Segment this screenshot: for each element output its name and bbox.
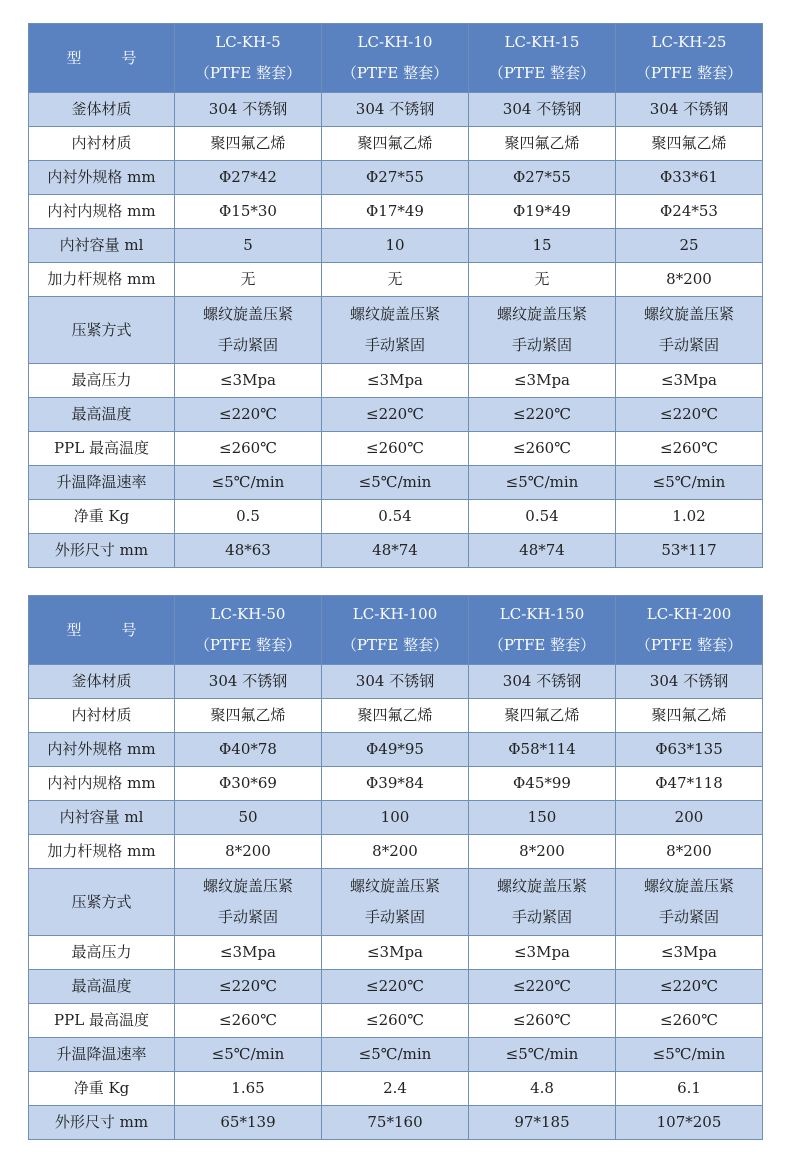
model-name: LC-KH-15 (504, 33, 580, 51)
spec-value: ≤5℃/min (322, 466, 469, 500)
spec-row (29, 1004, 763, 1038)
spec-value-cell (469, 869, 616, 936)
spec-value: 304 不锈钢 (616, 93, 763, 127)
spec-value: ≤220℃ (322, 970, 469, 1004)
spec-label: 内衬材质 (29, 699, 175, 733)
spec-value: 97*185 (469, 1106, 616, 1140)
spec-label: 最高温度 (29, 398, 175, 432)
spec-value-line1: 螺纹旋盖压紧 (643, 877, 734, 895)
spec-value-line1: 螺纹旋盖压紧 (496, 305, 587, 323)
spec-value: 15 (469, 229, 616, 263)
spec-table-1 (28, 23, 763, 568)
spec-value: 聚四氟乙烯 (322, 127, 469, 161)
model-label-b: 号 (121, 49, 137, 67)
spec-value: ≤5℃/min (469, 466, 616, 500)
spec-row (29, 127, 763, 161)
spec-value: 304 不锈钢 (175, 93, 322, 127)
spec-value: ≤220℃ (322, 398, 469, 432)
spec-row (29, 534, 763, 568)
spec-value: Φ39*84 (322, 767, 469, 801)
spec-value: ≤5℃/min (322, 1038, 469, 1072)
spec-label: 升温降温速率 (29, 1038, 175, 1072)
spec-value: Φ30*69 (175, 767, 322, 801)
model-name: LC-KH-50 (210, 605, 286, 623)
spec-label: 内衬容量 ml (29, 801, 175, 835)
spec-value: Φ24*53 (616, 195, 763, 229)
spec-row (29, 466, 763, 500)
spec-value: ≤5℃/min (175, 1038, 322, 1072)
spec-value-line2: 手动紧固 (658, 336, 719, 354)
spec-row (29, 699, 763, 733)
spec-value-line1: 螺纹旋盖压紧 (202, 877, 293, 895)
model-note: （PTFE 整套） (488, 64, 596, 82)
spec-value-line1: 螺纹旋盖压紧 (202, 305, 293, 323)
spec-value: 304 不锈钢 (616, 665, 763, 699)
spec-value: ≤260℃ (322, 1004, 469, 1038)
spec-value: 304 不锈钢 (322, 665, 469, 699)
spec-value: ≤260℃ (175, 1004, 322, 1038)
spec-value: ≤3Mpa (616, 936, 763, 970)
spec-label: 压紧方式 (29, 869, 175, 936)
spec-row (29, 936, 763, 970)
spec-value: ≤260℃ (175, 432, 322, 466)
spec-value: 53*117 (616, 534, 763, 568)
spec-value: 聚四氟乙烯 (616, 127, 763, 161)
model-note: （PTFE 整套） (635, 636, 743, 654)
spec-value: 10 (322, 229, 469, 263)
spec-value: Φ27*55 (322, 161, 469, 195)
spec-label: 升温降温速率 (29, 466, 175, 500)
spec-value-cell (616, 869, 763, 936)
spec-value: ≤260℃ (616, 432, 763, 466)
spec-value-line2: 手动紧固 (364, 336, 425, 354)
model-note: （PTFE 整套） (488, 636, 596, 654)
spec-value: 聚四氟乙烯 (616, 699, 763, 733)
model-header-cell (175, 596, 322, 665)
spec-label: 最高温度 (29, 970, 175, 1004)
spec-value: ≤3Mpa (616, 364, 763, 398)
model-name: LC-KH-5 (215, 33, 281, 51)
spec-row (29, 161, 763, 195)
spec-value: ≤220℃ (616, 398, 763, 432)
spec-value: 8*200 (616, 835, 763, 869)
spec-value: 150 (469, 801, 616, 835)
spec-value: ≤3Mpa (469, 936, 616, 970)
spec-value: Φ47*118 (616, 767, 763, 801)
spec-value: 聚四氟乙烯 (322, 699, 469, 733)
spec-value: 8*200 (469, 835, 616, 869)
spec-row (29, 229, 763, 263)
spec-label: 内衬内规格 mm (29, 767, 175, 801)
model-header-cell (322, 596, 469, 665)
spec-row (29, 767, 763, 801)
spec-value: Φ19*49 (469, 195, 616, 229)
spec-value: 48*63 (175, 534, 322, 568)
spec-value: Φ33*61 (616, 161, 763, 195)
spec-value: 304 不锈钢 (322, 93, 469, 127)
spec-value-cell (469, 297, 616, 364)
spec-row (29, 801, 763, 835)
spec-value: 1.65 (175, 1072, 322, 1106)
spec-row (29, 1038, 763, 1072)
model-name: LC-KH-10 (357, 33, 433, 51)
spec-value: ≤5℃/min (469, 1038, 616, 1072)
spec-value: ≤260℃ (322, 432, 469, 466)
spec-value: 25 (616, 229, 763, 263)
spec-label: 净重 Kg (29, 1072, 175, 1106)
spec-value: Φ15*30 (175, 195, 322, 229)
spec-value: 304 不锈钢 (175, 665, 322, 699)
model-label-cell (29, 24, 175, 93)
spec-value-line1: 螺纹旋盖压紧 (643, 305, 734, 323)
spec-table-2 (28, 595, 763, 1140)
spec-value-line2: 手动紧固 (658, 908, 719, 926)
spec-value: Φ58*114 (469, 733, 616, 767)
spec-value: 1.02 (616, 500, 763, 534)
spec-value: 100 (322, 801, 469, 835)
spec-label: 内衬外规格 mm (29, 733, 175, 767)
model-note: （PTFE 整套） (341, 64, 449, 82)
spec-value: 65*139 (175, 1106, 322, 1140)
spec-value: 聚四氟乙烯 (469, 127, 616, 161)
spec-value: ≤220℃ (469, 398, 616, 432)
spec-value: ≤220℃ (469, 970, 616, 1004)
spec-value: 无 (175, 263, 322, 297)
spec-value: 107*205 (616, 1106, 763, 1140)
spec-label: 釜体材质 (29, 665, 175, 699)
spec-value-line2: 手动紧固 (364, 908, 425, 926)
spec-label: 内衬材质 (29, 127, 175, 161)
spec-value: ≤5℃/min (616, 1038, 763, 1072)
model-header-cell (616, 596, 763, 665)
spec-label: 外形尺寸 mm (29, 1106, 175, 1140)
spec-value: ≤260℃ (469, 1004, 616, 1038)
spec-value: 6.1 (616, 1072, 763, 1106)
spec-value: 2.4 (322, 1072, 469, 1106)
spec-row (29, 297, 763, 364)
spec-value: ≤260℃ (616, 1004, 763, 1038)
spec-value: ≤220℃ (175, 398, 322, 432)
spec-value: ≤3Mpa (175, 364, 322, 398)
spec-value: 304 不锈钢 (469, 93, 616, 127)
header-row (29, 596, 763, 665)
model-header-cell (469, 596, 616, 665)
spec-value: 75*160 (322, 1106, 469, 1140)
spec-row (29, 398, 763, 432)
spec-label: 最高压力 (29, 936, 175, 970)
spec-value: Φ45*99 (469, 767, 616, 801)
spec-value-line2: 手动紧固 (511, 908, 572, 926)
spec-value-line1: 螺纹旋盖压紧 (349, 305, 440, 323)
model-note: （PTFE 整套） (635, 64, 743, 82)
spec-row (29, 665, 763, 699)
spec-value-line2: 手动紧固 (217, 908, 278, 926)
spec-label: 内衬容量 ml (29, 229, 175, 263)
spec-label: PPL 最高温度 (29, 1004, 175, 1038)
spec-value: 200 (616, 801, 763, 835)
spec-value: Φ63*135 (616, 733, 763, 767)
spec-value: ≤260℃ (469, 432, 616, 466)
model-header-cell (616, 24, 763, 93)
spec-value-cell (322, 869, 469, 936)
spec-label: 外形尺寸 mm (29, 534, 175, 568)
spec-value-line2: 手动紧固 (217, 336, 278, 354)
spec-value: 无 (469, 263, 616, 297)
spec-row (29, 869, 763, 936)
spec-row (29, 970, 763, 1004)
spec-value: Φ40*78 (175, 733, 322, 767)
spec-value: ≤3Mpa (469, 364, 616, 398)
spec-value: ≤5℃/min (175, 466, 322, 500)
spec-row (29, 500, 763, 534)
spec-value: ≤3Mpa (322, 364, 469, 398)
model-header-cell (469, 24, 616, 93)
model-label-b: 号 (121, 621, 137, 639)
spec-label: 内衬外规格 mm (29, 161, 175, 195)
spec-value: 聚四氟乙烯 (469, 699, 616, 733)
spec-value-cell (175, 869, 322, 936)
header-row (29, 24, 763, 93)
model-label-a: 型 (66, 621, 82, 639)
model-name: LC-KH-200 (646, 605, 732, 623)
spec-row (29, 1106, 763, 1140)
spec-label: 压紧方式 (29, 297, 175, 364)
spec-value: 聚四氟乙烯 (175, 127, 322, 161)
spec-value: 304 不锈钢 (469, 665, 616, 699)
spec-value: 8*200 (322, 835, 469, 869)
model-note: （PTFE 整套） (341, 636, 449, 654)
model-label-a: 型 (66, 49, 82, 67)
spec-value-cell (322, 297, 469, 364)
model-name: LC-KH-25 (651, 33, 727, 51)
spec-row (29, 195, 763, 229)
spec-value-line2: 手动紧固 (511, 336, 572, 354)
spec-row (29, 1072, 763, 1106)
spec-row (29, 733, 763, 767)
spec-row (29, 93, 763, 127)
spec-value: ≤220℃ (175, 970, 322, 1004)
spec-value: 48*74 (469, 534, 616, 568)
model-header-cell (175, 24, 322, 93)
spec-label: 加力杆规格 mm (29, 263, 175, 297)
spec-value: ≤3Mpa (175, 936, 322, 970)
spec-row (29, 263, 763, 297)
spec-label: 釜体材质 (29, 93, 175, 127)
spec-label: 加力杆规格 mm (29, 835, 175, 869)
spec-value: ≤5℃/min (616, 466, 763, 500)
spec-label: 最高压力 (29, 364, 175, 398)
spec-value: 48*74 (322, 534, 469, 568)
spec-value-cell (175, 297, 322, 364)
spec-label: 内衬内规格 mm (29, 195, 175, 229)
model-header-cell (322, 24, 469, 93)
model-note: （PTFE 整套） (194, 636, 302, 654)
spec-value: Φ27*55 (469, 161, 616, 195)
spec-value: 50 (175, 801, 322, 835)
model-label-cell (29, 596, 175, 665)
spec-value-line1: 螺纹旋盖压紧 (349, 877, 440, 895)
spec-value-cell (616, 297, 763, 364)
spec-row (29, 364, 763, 398)
spec-value: Φ27*42 (175, 161, 322, 195)
spec-value: 0.5 (175, 500, 322, 534)
spec-value: 4.8 (469, 1072, 616, 1106)
spec-value: ≤3Mpa (322, 936, 469, 970)
spec-value-line1: 螺纹旋盖压紧 (496, 877, 587, 895)
spec-row (29, 835, 763, 869)
spec-label: PPL 最高温度 (29, 432, 175, 466)
spec-value: Φ49*95 (322, 733, 469, 767)
spec-value: 0.54 (469, 500, 616, 534)
spec-value: 5 (175, 229, 322, 263)
spec-value: 0.54 (322, 500, 469, 534)
spec-value: 无 (322, 263, 469, 297)
spec-value: Φ17*49 (322, 195, 469, 229)
model-note: （PTFE 整套） (194, 64, 302, 82)
spec-row (29, 432, 763, 466)
spec-value: ≤220℃ (616, 970, 763, 1004)
spec-value: 聚四氟乙烯 (175, 699, 322, 733)
spec-value: 8*200 (175, 835, 322, 869)
model-name: LC-KH-150 (499, 605, 585, 623)
spec-value: 8*200 (616, 263, 763, 297)
spec-label: 净重 Kg (29, 500, 175, 534)
model-name: LC-KH-100 (352, 605, 438, 623)
